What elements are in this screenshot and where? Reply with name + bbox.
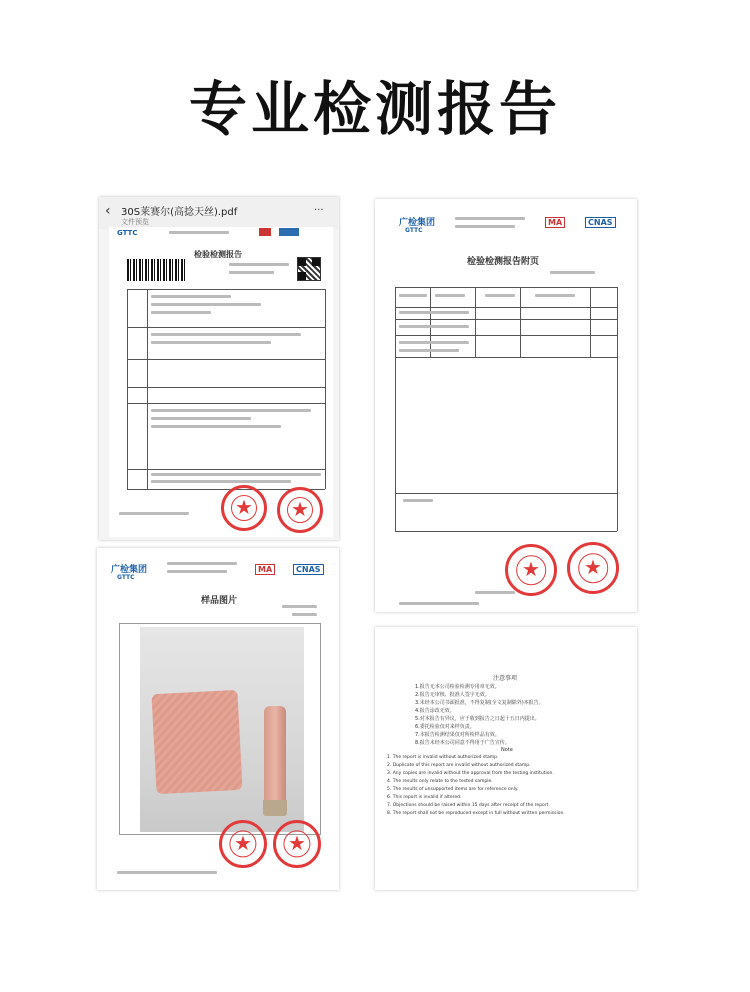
gttc-logo-sub: GTTC <box>405 227 423 234</box>
note-cn-line: 7.本报告检测结果仅对所检样品有效。 <box>415 732 500 738</box>
cnas-cert-logo: CNAS <box>293 564 324 575</box>
ma-cert-logo: MA <box>545 217 565 228</box>
note-en-line: 7. Objections should be raised within 15 days after receipt of the report. <box>387 803 550 808</box>
sample-heading: 样品图片 <box>201 596 238 606</box>
official-seal: ★ <box>273 820 321 868</box>
gttc-logo: 广检集团 <box>111 565 148 575</box>
note-en-line: 4. The results only relate to the tested sample. <box>387 779 493 784</box>
note-cn-line: 1.报告无本公司检验检测专用章无效。 <box>415 684 500 690</box>
note-cn-line: 6.委托检验仅对来样负责。 <box>415 724 475 730</box>
gttc-logo: GTTC <box>117 229 138 237</box>
report-page-preview[interactable] <box>99 197 339 540</box>
sample-photo-page-preview[interactable] <box>97 548 339 890</box>
cnas-cert-logo: CNAS <box>585 217 616 228</box>
note-en-line: 2. Duplicate of this report are invalid without authorized stamp. <box>387 763 531 768</box>
notes-english-heading: Note <box>501 747 513 753</box>
gttc-logo: 广检集团 <box>399 218 436 228</box>
official-seal: ★ <box>505 544 557 596</box>
file-subtitle: 文件预览 <box>121 218 149 226</box>
attachment-heading: 检验检测报告附页 <box>467 257 540 267</box>
file-name: 30S莱赛尔(高捻天丝).pdf <box>121 207 238 218</box>
back-icon[interactable]: ‹ <box>105 203 111 219</box>
note-cn-line: 5.对本报告有异议，应于收到报告之日起十五日内提出。 <box>415 716 540 722</box>
cert-logos <box>259 228 329 236</box>
official-seal: ★ <box>219 820 267 868</box>
ma-cert-logo: MA <box>255 564 275 575</box>
more-icon[interactable]: ··· <box>314 205 324 216</box>
viewer-header <box>99 197 339 229</box>
report-heading: 检验检测报告 <box>194 250 242 259</box>
yarn-cone <box>264 706 286 814</box>
note-cn-line: 2.报告无审核、批准人签字无效。 <box>415 692 490 698</box>
note-en-line: 1. The report is invalid without authorized stamp. <box>387 755 499 760</box>
yarn-cone-base <box>263 800 287 816</box>
report-sheet <box>109 227 333 537</box>
barcode <box>127 259 187 281</box>
official-seal: ★ <box>567 542 619 594</box>
official-seal: ★ <box>221 485 267 531</box>
note-cn-line: 8.报告未经本公司同意不得用于广告宣传。 <box>415 740 510 746</box>
note-en-line: 8. The report shall not be reproduced except in full without written permission. <box>387 811 565 816</box>
note-en-line: 5. The results of unsupported items are for reference only. <box>387 787 519 792</box>
gttc-logo-sub: GTTC <box>117 574 135 581</box>
notes-page-preview[interactable] <box>375 627 637 890</box>
note-en-line: 3. Any copies are invalid without the approval from the testing institution. <box>387 771 554 776</box>
note-cn-line: 4.报告涂改无效。 <box>415 708 455 714</box>
note-en-line: 6. This report is invalid if altered. <box>387 795 462 800</box>
attachment-page-preview[interactable] <box>375 199 637 612</box>
notes-heading: 注意事项 <box>493 675 518 682</box>
fabric-swatch <box>151 690 242 794</box>
official-seal: ★ <box>277 487 323 533</box>
qr-code <box>297 257 321 281</box>
sample-photo <box>119 623 321 835</box>
page-title: 专业检测报告 <box>188 75 561 143</box>
note-cn-line: 3.未经本公司书面批准，不得复制(全文复制除外)本报告。 <box>415 700 544 706</box>
